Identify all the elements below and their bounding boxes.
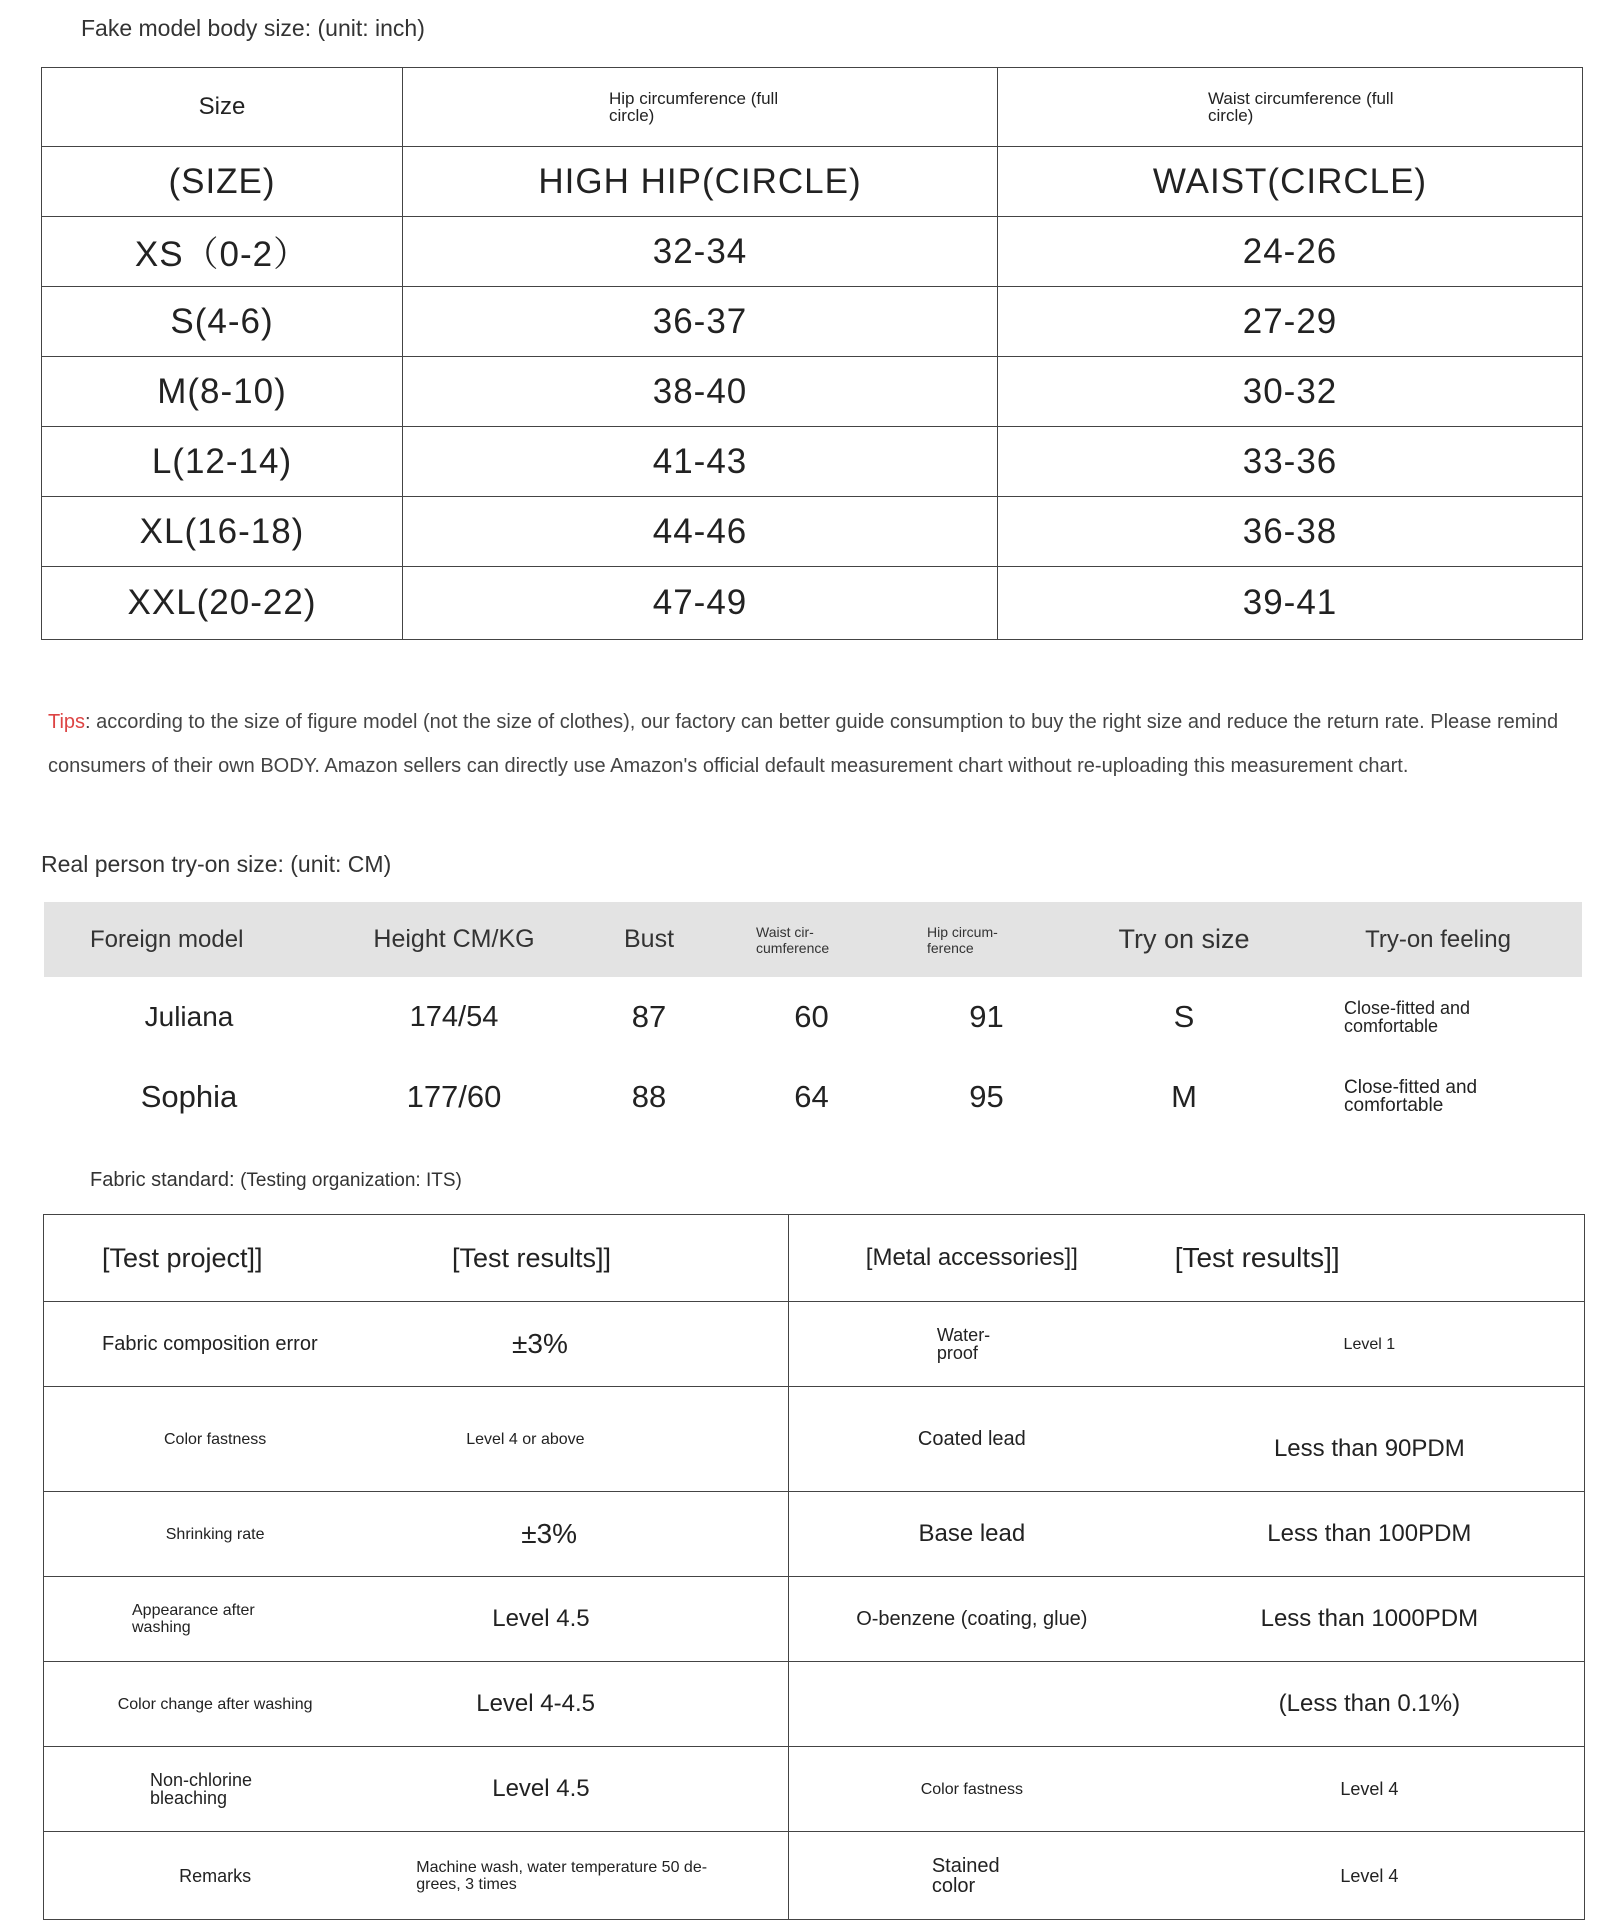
- table-row: [44, 1832, 1585, 1920]
- metal-item-cell: Color fastness: [920, 1780, 1023, 1798]
- table-row: [44, 1577, 1585, 1662]
- metal-result-cell: Less than 1000PDM: [1260, 1605, 1479, 1632]
- hip-header: [899, 902, 1074, 977]
- size-subheader: (SIZE): [42, 147, 403, 217]
- waist-cell: 39-41: [998, 567, 1583, 640]
- test-result-cell: Level 4.5: [492, 1605, 590, 1632]
- size-header-row: [42, 68, 1583, 147]
- test-project-cell: Shrinking rate: [165, 1525, 265, 1543]
- hip-cell: 91: [969, 999, 1004, 1034]
- test-result-cell: Level 4-4.5: [476, 1690, 595, 1717]
- test-result-cell: [386, 1834, 788, 1918]
- height-cell: 174/54: [409, 1000, 499, 1033]
- table-row: [44, 1057, 1582, 1137]
- size-subheader-row: [42, 147, 1583, 217]
- feeling-cell: [1294, 977, 1582, 1057]
- table-row: [44, 977, 1582, 1057]
- test-project-cell: Color change after washing: [117, 1695, 313, 1713]
- model-header: Foreign model: [44, 902, 334, 977]
- waist-header-text: Waist circumference (full circle): [1208, 89, 1394, 125]
- waist-cell: 64: [794, 1079, 829, 1114]
- tryon-size-cell: M: [1171, 1079, 1197, 1114]
- hip-header-text: Hip circumference (full circle): [609, 89, 779, 125]
- table-row: [44, 1662, 1585, 1747]
- waist-cell: 27-29: [998, 287, 1583, 357]
- feeling-text: Close-fitted and comfortable: [1344, 1077, 1478, 1116]
- tips-label: Tips: [48, 711, 86, 733]
- tryon-heading: Real person try-on size: (unit: CM): [41, 851, 392, 877]
- hip-header: [403, 68, 998, 147]
- hip-cell: 95: [969, 1079, 1004, 1114]
- waist-header: [724, 902, 899, 977]
- test-project-header: [Test project]]: [102, 1242, 263, 1273]
- table-row: [44, 1387, 1585, 1492]
- metal-result-cell: Level 4: [1340, 1865, 1399, 1886]
- test-result-cell: ±3%: [512, 1328, 568, 1359]
- metal-item-cell: O-benzene (coating, glue): [856, 1608, 1088, 1630]
- table-row: [42, 287, 1583, 357]
- height-cell: 177/60: [406, 1079, 502, 1114]
- tips-paragraph: [48, 700, 1588, 788]
- metal-item-cell: [789, 1662, 1155, 1746]
- test-project-text: Appearance after washing: [132, 1602, 255, 1636]
- model-name-cell: Sophia: [140, 1079, 238, 1114]
- waist-cell: 33-36: [998, 427, 1583, 497]
- metal-item-cell: [789, 1834, 1155, 1918]
- metal-accessories-header: [Metal accessories]]: [865, 1244, 1078, 1271]
- tryon-header-row: [44, 902, 1582, 977]
- metal-result-cell: Less than 90PDM: [1273, 1435, 1465, 1462]
- hip-cell: 32-34: [403, 217, 998, 287]
- fabric-heading-label: Fabric standard:: [90, 1169, 235, 1191]
- height-header: Height CM/KG: [334, 902, 574, 977]
- test-project-cell: [44, 1747, 386, 1831]
- feeling-text: Close-fitted and comfortable: [1344, 998, 1471, 1036]
- tryon-size-cell: S: [1173, 999, 1195, 1034]
- fabric-header-right: [789, 1215, 1585, 1302]
- fabric-heading: [90, 1169, 462, 1192]
- hip-header-text: Hip circum-ference: [927, 923, 998, 956]
- hip-subheader: HIGH HIP(CIRCLE): [403, 147, 998, 217]
- bust-header: Bust: [574, 902, 724, 977]
- waist-header: [998, 68, 1583, 147]
- test-result-cell: ±3%: [521, 1518, 578, 1549]
- tryon-table: [44, 902, 1582, 1137]
- size-cell: XS（0-2）: [42, 217, 403, 287]
- waist-header-text: Waist cir-cumference: [756, 923, 830, 956]
- size-header: Size: [42, 68, 403, 147]
- metal-item-cell: [789, 1302, 1155, 1386]
- table-row: [42, 357, 1583, 427]
- waist-cell: 60: [794, 999, 829, 1034]
- fabric-header-row: [44, 1215, 1585, 1302]
- table-row: [44, 1302, 1585, 1387]
- test-project-cell: Color fastness: [163, 1430, 267, 1448]
- waist-cell: 36-38: [998, 497, 1583, 567]
- hip-cell: 41-43: [403, 427, 998, 497]
- metal-result-cell: Level 4: [1340, 1779, 1399, 1799]
- bust-cell: 88: [631, 1079, 667, 1114]
- table-row: [44, 1492, 1585, 1577]
- bust-cell: 87: [631, 999, 667, 1034]
- table-row: [42, 217, 1583, 287]
- size-cell: XL(16-18): [42, 497, 403, 567]
- test-result-cell: Level 4 or above: [466, 1430, 585, 1448]
- test-project-text: Non-chlorine bleaching: [150, 1770, 253, 1808]
- metal-item-cell: Coated lead: [917, 1428, 1026, 1450]
- model-name-cell: Juliana: [144, 1001, 234, 1032]
- table-row: [42, 427, 1583, 497]
- feeling-cell: [1294, 1057, 1582, 1137]
- tryon-size-header: Try on size: [1074, 902, 1294, 977]
- size-cell: L(12-14): [42, 427, 403, 497]
- test-result-text: Machine wash, water temperature 50 de-grees, 3 times: [416, 1858, 708, 1893]
- test-project-cell: Remarks: [179, 1865, 252, 1886]
- tips-text: : according to the size of figure model (not the size of clothes), our factory can better guide consumption to buy the right size and reduce the return rate. Please remind consumers of their own BODY. Amazon sellers can directly use Amazon's official default measurement chart without re-uploading this measurement chart.: [48, 711, 1559, 777]
- fabric-standard-table: [43, 1214, 1585, 1920]
- body-size-table: [41, 67, 1583, 640]
- test-results-header: [Test results]]: [452, 1242, 612, 1273]
- size-cell: S(4-6): [42, 287, 403, 357]
- metal-results-header: [Test results]]: [1174, 1242, 1340, 1273]
- metal-item-cell: Base lead: [918, 1520, 1026, 1547]
- metal-item-text: Stained color: [931, 1854, 1000, 1897]
- test-project-cell: [44, 1577, 386, 1661]
- table-row: [44, 1747, 1585, 1832]
- waist-subheader: WAIST(CIRCLE): [998, 147, 1583, 217]
- size-cell: XXL(20-22): [42, 567, 403, 640]
- hip-cell: 44-46: [403, 497, 998, 567]
- fabric-heading-org: (Testing organization: ITS): [240, 1170, 462, 1191]
- waist-cell: 30-32: [998, 357, 1583, 427]
- waist-cell: 24-26: [998, 217, 1583, 287]
- metal-item-text: Water-proof: [936, 1325, 991, 1363]
- feeling-header: Try-on feeling: [1294, 902, 1582, 977]
- table-row: [42, 567, 1583, 640]
- metal-result-cell: Level 1: [1343, 1335, 1396, 1353]
- hip-cell: 38-40: [403, 357, 998, 427]
- test-result-cell: Level 4.5: [492, 1775, 590, 1802]
- hip-cell: 47-49: [403, 567, 998, 640]
- metal-result-cell: Less than 100PDM: [1267, 1520, 1472, 1547]
- fabric-header-left: [44, 1215, 789, 1302]
- test-project-cell: Fabric composition error: [102, 1333, 318, 1355]
- metal-result-cell: (Less than 0.1%): [1278, 1690, 1461, 1717]
- table-row: [42, 497, 1583, 567]
- body-size-heading: Fake model body size: (unit: inch): [81, 15, 425, 41]
- size-cell: M(8-10): [42, 357, 403, 427]
- hip-cell: 36-37: [403, 287, 998, 357]
